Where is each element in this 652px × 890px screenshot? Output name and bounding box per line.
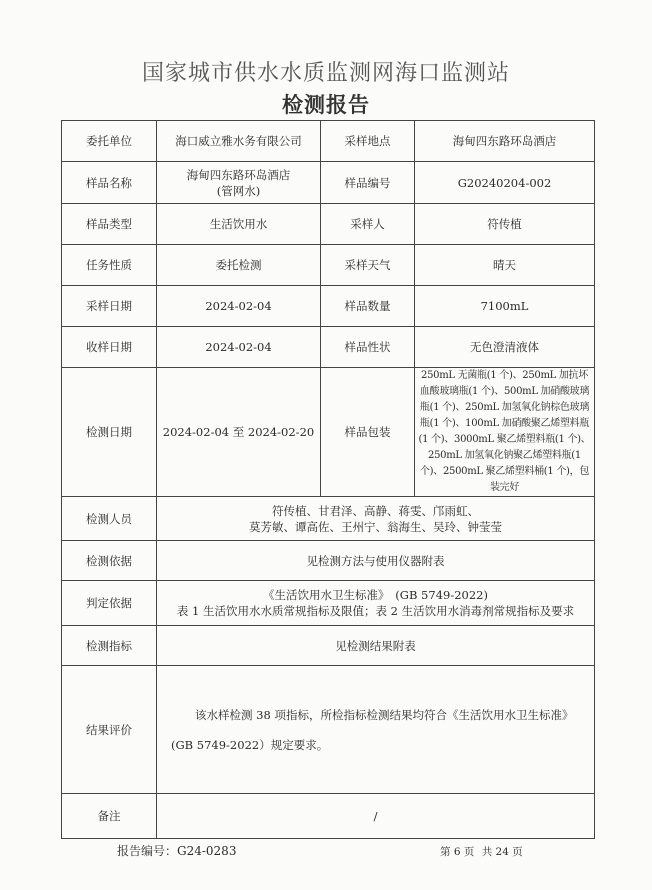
state-label: 样品性状 [321,327,415,368]
table-row [62,794,595,839]
result-value [157,666,595,794]
judge-line: 表 1 生活饮用水水质常规指标及限值；表 2 生活饮用水消毒剂常规指标及要求 [176,604,575,618]
sample-date-value: 2024-02-04 [157,286,321,327]
result-line: (GB 5749-2022）规定要求。 [171,737,329,752]
name-label: 样品名称 [62,162,157,204]
index-value: 见检测结果附表 [157,626,595,666]
name-value [157,162,321,204]
page-total: 共 24 页 [481,846,523,858]
table-row [62,368,595,497]
receive-date-value: 2024-02-04 [157,327,321,368]
name-value-line: (管网水) [216,183,261,198]
task-label: 任务性质 [62,245,157,286]
code-value: G20240204-002 [415,162,595,204]
page-current: 第 6 页 [440,846,475,858]
sampler-value: 符传植 [415,204,595,245]
package-value: 250mL 无菌瓶(1 个)、250mL 加抗坏血酸玻璃瓶(1 个)、500mL 加硝酸玻璃瓶(1 个)、250mL 加氢氧化钠棕色玻璃瓶(1 个)、100mL 加硝酸聚乙烯塑料瓶(1 个)、3000mL 聚乙烯塑料瓶(1 个)、250mL 加氢氧化钠聚乙烯塑料瓶(1 个)、2500mL 聚乙烯塑料桶(1 个)，包装完好 [415,368,595,497]
table-row [62,286,595,327]
remark-value: / [157,794,595,839]
type-label: 样品类型 [62,204,157,245]
report-title: 检测报告 [282,92,370,117]
sampler-label: 采样人 [321,204,415,245]
quantity-label: 样品数量 [321,286,415,327]
table-row [62,497,595,541]
staff-value [157,497,595,541]
weather-value: 晴天 [415,245,595,286]
table-row [62,666,595,794]
staff-line: 符传植、甘君泽、高静、蒋雯、邝雨虹、 [272,503,479,518]
table-row [62,162,595,204]
index-label: 检测指标 [62,626,157,666]
report-number: 报告编号：G24-0283 [117,844,237,858]
test-date-value: 2024-02-04 至 2024-02-20 [157,368,321,497]
package-label: 样品包装 [321,368,415,497]
state-value: 无色澄清液体 [415,327,595,368]
staff-line: 莫芳敏、谭高佐、王州宁、翁海生、吴玲、钟莹莹 [249,519,502,534]
basis-label: 检测依据 [62,541,157,581]
test-date-label: 检测日期 [62,368,157,497]
client-value: 海口威立雅水务有限公司 [157,121,321,162]
weather-label: 采样天气 [321,245,415,286]
result-line: 该水样检测 38 项指标，所检指标检测结果均符合《生活饮用水卫生标准》 [195,707,574,722]
receive-date-label: 收样日期 [62,327,157,368]
organization-title: 国家城市供水水质监测网海口监测站 [141,61,510,86]
code-label: 样品编号 [321,162,415,204]
staff-label: 检测人员 [62,497,157,541]
page-indicator [440,844,527,859]
table-row [62,541,595,581]
table-row [62,204,595,245]
judge-value [157,581,595,626]
type-value: 生活饮用水 [157,204,321,245]
site-label: 采样地点 [321,121,415,162]
judge-line: 《生活饮用水卫生标准》 (GB 5749-2022) [263,588,488,602]
result-label: 结果评价 [62,666,157,794]
sample-date-label: 采样日期 [62,286,157,327]
remark-label: 备注 [62,794,157,839]
client-label: 委托单位 [62,121,157,162]
name-value-line: 海甸四东路环岛酒店 [186,167,291,182]
judge-label: 判定依据 [62,581,157,626]
quantity-value: 7100mL [415,286,595,327]
site-value: 海甸四东路环岛酒店 [415,121,595,162]
table-row [62,581,595,626]
table-row [62,327,595,368]
table-row [62,121,595,162]
table-row [62,245,595,286]
task-value: 委托检测 [157,245,321,286]
report-table [61,120,595,839]
table-row [62,626,595,666]
basis-value: 见检测方法与使用仪器附表 [157,541,595,581]
